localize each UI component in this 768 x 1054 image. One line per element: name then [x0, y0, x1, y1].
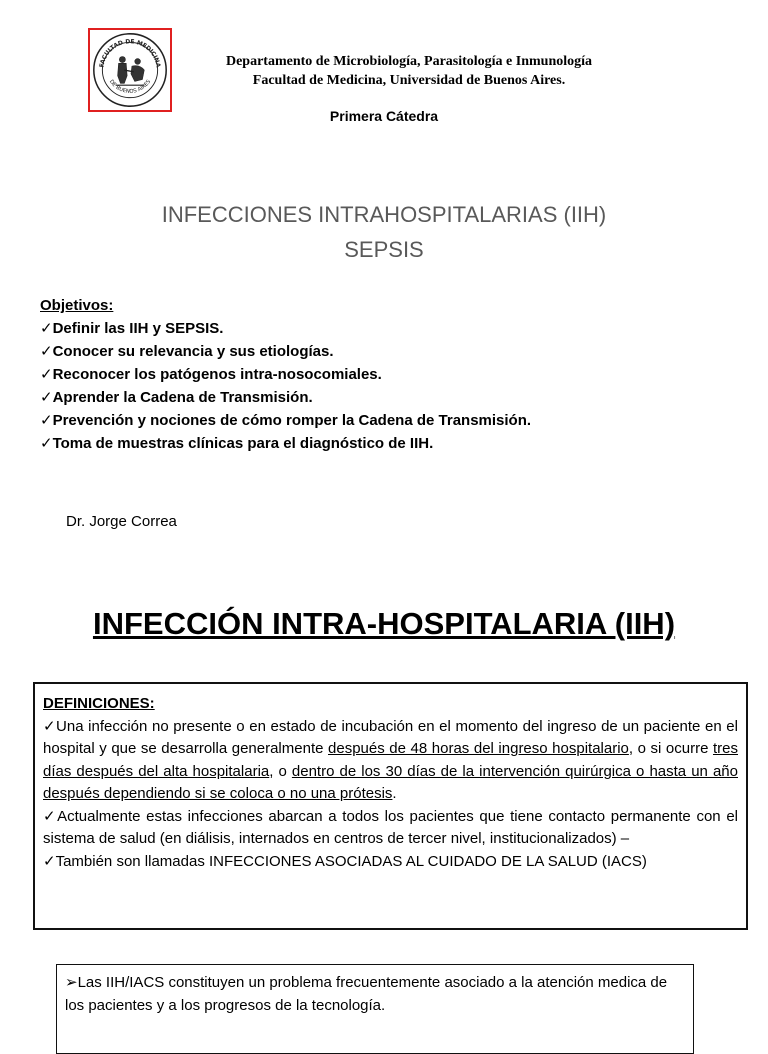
presentation-subtitle: SEPSIS — [344, 237, 424, 262]
objective-item: ✓Prevención y nociones de cómo romper la Cadena de Transmisión. — [40, 412, 532, 429]
context-paragraph: ➢Las IIH/IACS constituyen un problema frecuentemente asociado a la atención medica de los pacientes y a los progresos de la tecnología. — [65, 974, 668, 1014]
underlined-term: después de 48 horas del ingreso hospitalario — [328, 740, 629, 757]
arrow-bullet-icon: ➢ — [65, 974, 78, 991]
university-logo — [88, 28, 172, 112]
definition-paragraph-1: ✓Una infección no presente o en estado de incubación en el momento del ingreso de un paciente en el hospital y que se desarrolla generalmente después de 48 horas del ingreso hospitalario, o si ocurre tres días después del alta hospitalaria, o dentro de los 30 días de la intervención quirúrgica o hasta un año después dependiendo si se coloca o no una prótesis. — [43, 717, 738, 802]
check-icon: ✓ — [40, 435, 53, 452]
objective-item: ✓Conocer su relevancia y sus etiologías. — [40, 343, 334, 360]
author-name: Dr. Jorge Correa — [66, 513, 177, 530]
objective-item: ✓Definir las IIH y SEPSIS. — [40, 320, 224, 337]
check-icon: ✓ — [40, 389, 53, 406]
objective-item: ✓Aprender la Cadena de Transmisión. — [40, 389, 313, 406]
definitions-box — [33, 682, 748, 930]
check-icon: ✓ — [40, 412, 53, 429]
university-seal-icon — [90, 30, 170, 110]
underlined-term: dentro de los 30 días de la intervención quirúrgica o hasta un año después dependiendo si se coloca o no una prótesis — [43, 762, 738, 802]
check-icon: ✓ — [43, 807, 58, 825]
section-heading: INFECCIÓN INTRA-HOSPITALARIA (IIH) — [92, 606, 676, 641]
definition-paragraph-3: ✓También son llamadas INFECCIONES ASOCIADAS AL CUIDADO DE LA SALUD (IACS) — [43, 852, 647, 870]
check-icon: ✓ — [43, 852, 56, 870]
objective-item: ✓Toma de muestras clínicas para el diagnóstico de IIH. — [40, 435, 434, 452]
definition-paragraph-2: ✓Actualmente estas infecciones abarcan a todos los pacientes que tiene contacto permanente con el sistema de salud (en diálisis, internados en centros de tercer nivel, institucionalizados) – — [43, 807, 738, 847]
check-icon: ✓ — [40, 343, 53, 360]
objectives-heading: Objetivos: — [40, 297, 114, 314]
department-header — [176, 52, 642, 90]
catedra-label: Primera Cátedra — [329, 108, 439, 124]
objective-item: ✓Reconocer los patógenos intra-nosocomiales. — [40, 366, 382, 383]
logo-text-bottom: DE BUENOS AIRES — [107, 78, 153, 95]
check-icon: ✓ — [40, 320, 53, 337]
check-icon: ✓ — [43, 717, 57, 735]
logo-text-top: FACULTAD DE MEDICINA — [99, 39, 161, 68]
department-line-2: Facultad de Medicina, Universidad de Buenos Aires. — [252, 73, 566, 88]
definitions-heading: DEFINICIONES: — [43, 695, 155, 712]
department-line-1: Departamento de Microbiología, Parasitología e Inmunología — [225, 54, 593, 69]
presentation-title: INFECCIONES INTRAHOSPITALARIAS (IIH) — [161, 202, 607, 227]
context-box — [56, 964, 694, 1054]
underlined-term: tres días después del alta hospitalaria — [43, 740, 738, 780]
objectives-list — [40, 294, 531, 455]
check-icon: ✓ — [40, 366, 53, 383]
